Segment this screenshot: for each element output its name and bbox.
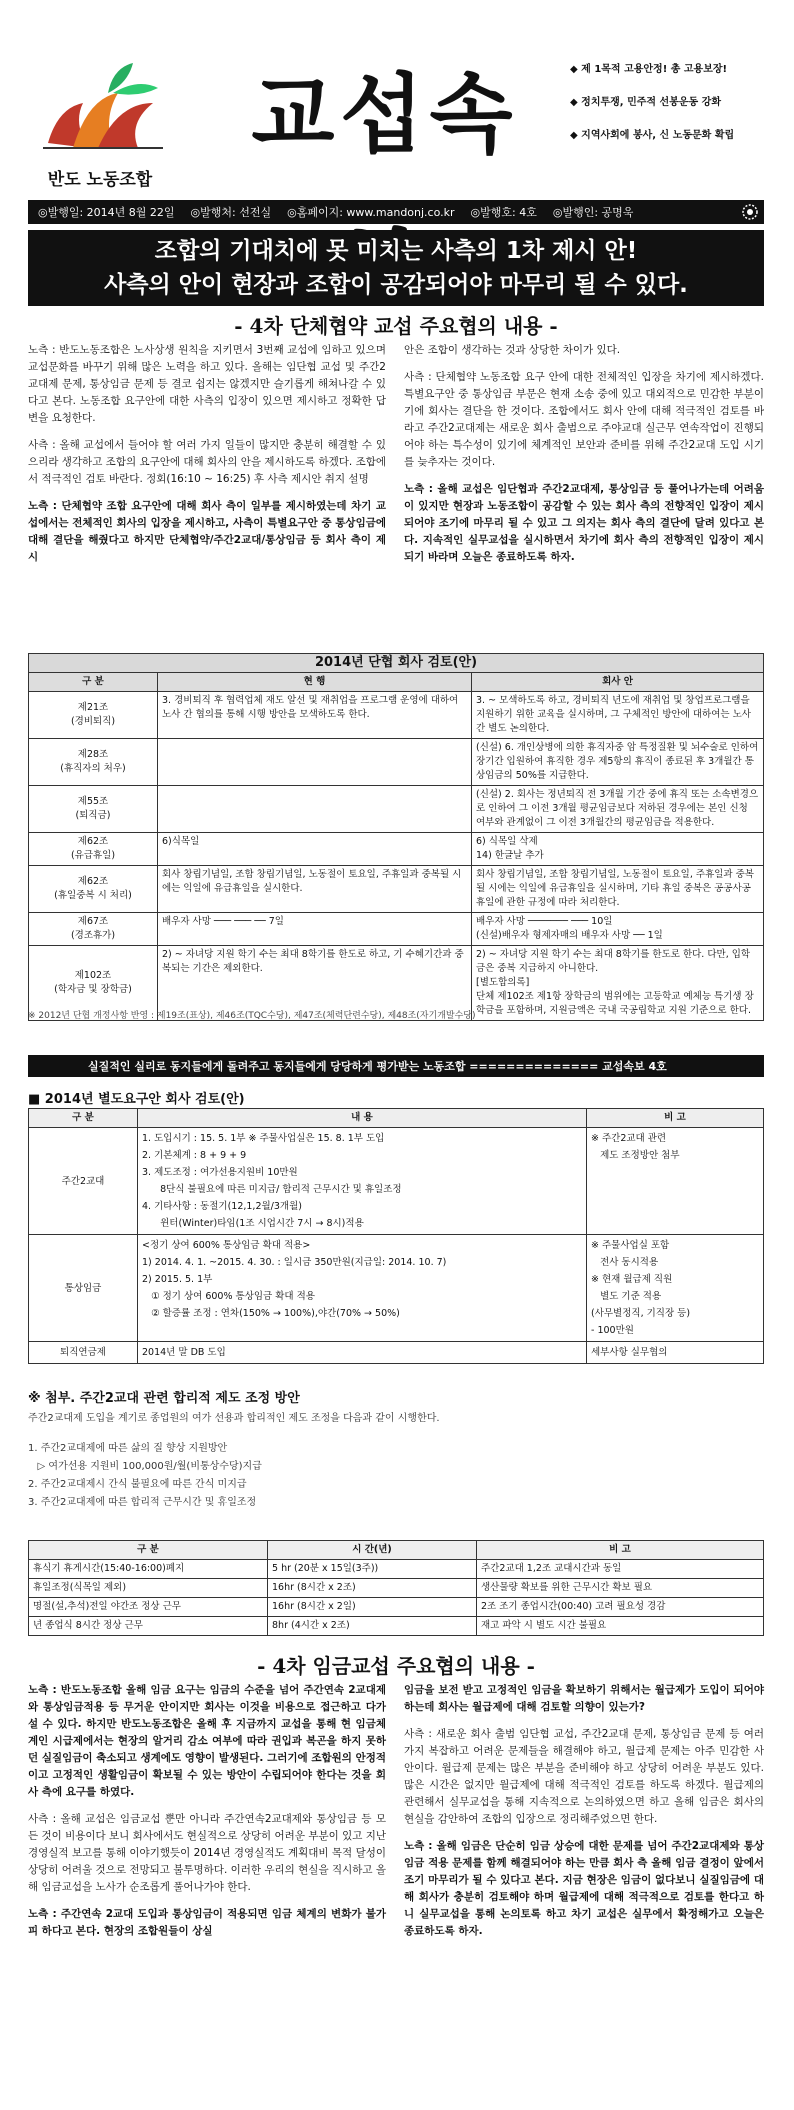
section1-right-column [404,342,764,576]
table-cell: 제102조 (학자금 및 장학금) [29,946,158,1021]
table-row [29,1598,764,1617]
table-cell: (신설) 6. 개인상병에 의한 휴직자중 암 특정질환 및 뇌수술로 인하여 장기간 입원하여 휴직한 경우 제5항의 휴직이 종료된 후 3개월간 통상임금의 50%를 지급한다. [472,739,764,786]
section1-title: - 4차 단체협약 교섭 주요협의 내용 - [234,314,558,338]
section3-intro: 주간2교대제 도입을 계기로 종업원의 여가 선용과 합리적인 제도 조정을 다음과 같이 시행한다. [28,1413,440,1424]
issue-number: ◎발행호: 4호 [470,206,537,219]
table-header: 내 용 [138,1109,587,1128]
issuer: ◎발행인: 공명욱 [552,206,634,219]
table-header: 비 고 [477,1541,764,1560]
headline-line-2: 사측의 안이 현장과 조합이 공감되어야 마무리 될 수 있다. [104,272,688,298]
table-cell: 2조 조기 종업시간(00:40) 고려 필요성 경감 [477,1598,764,1617]
table-cell: ※ 주간2교대 관련 제도 조정방안 첨부 [587,1128,764,1235]
table-row [29,1128,764,1235]
table-cell: 제21조 (경비퇴직) [29,692,158,739]
list-item: 2. 주간2교대제시 간식 불필요에 따른 간식 미지급 [28,1479,247,1490]
table-cell [158,739,472,786]
collective-agreement-table [28,653,764,1021]
table-cell: 휴일조정(식목일 제외) [29,1579,268,1598]
table-cell: 제67조 (경조휴가) [29,913,158,946]
table-cell: <정기 상여 600% 통상임금 확대 적용> 1) 2014. 4. 1. ~2015. 4. 30. : 일시금 350만원(지급일: 2014. 10. 7) 2) 2015. 5. 1부 ① 정기 상여 600% 통상임금 확대 적용 ② 할증률 조정 : 연차(150% → 100%),야간(70% → 50%) [138,1235,587,1342]
table-row [29,833,764,866]
paragraph: 사측 : 새로운 회사 출범 임단협 교섭, 주간2교대 문제, 통상임금 문제 등 여러 가지 복잡하고 어려운 문제들을 해결해야 하고, 월급제 문제는 아주 민감한 사안이다. 월급제 문제는 많은 부분을 준비해야 하고 상당히 어려운 부분도 있다. 많은 시간은 없지만 월급제에 대해 적극적인 검토를 하도록 하겠다. 월급제의 관련해서 실무교섭을 통해 지속적으로 논의하였으면 하고 올해 임금은 회사의 현실을 감안하여 조합의 입장으로 정리해주었으면 한다. [404,1728,764,1825]
table-row [29,739,764,786]
paragraph: 사측 : 올해 교섭은 임금교섭 뿐만 아니라 주간연속2교대제와 통상임금 등 모든 것이 비용이다 보니 회사에서도 현실적으로 상당히 어려운 부분이 있고 지난 경영실적 보고를 통해 이야기했듯이 2014년 경영실적도 계획대비 목적 달성이 상당히 어려울 것으로 전망되고 불투명하다. 이러한 우리의 현실을 직시하고 올해 임금교섭을 노사가 순조롭게 풀어나가야 한다. [28,1813,386,1893]
table-cell: 배우자 사망 ─────── ─── 10일 (신설)배우자 형제자매의 배우자 사망 ── 1일 [472,913,764,946]
table-row [29,913,764,946]
table-cell: 16hr (8시간 x 2조) [268,1579,477,1598]
table-row [29,786,764,833]
working-hours-table [28,1540,764,1636]
section4-right-column [404,1682,764,1950]
table-cell: 1. 도입시기 : 15. 5. 1부 ※ 주물사업실은 15. 8. 1부 도입 2. 기본체계 : 8 + 9 + 9 3. 제도조정 : 여가선용지원비 10만원 8단식 불필요에 따른 미지급/ 합리적 근무시간 및 휴일조정 4. 기타사항 : 동절기(12,1,2월/3개월) 윈터(Winter)타임(1조 시업시간 7시 → 8시)적용 [138,1128,587,1235]
table-cell: 회사 창립기념일, 조합 창립기념일, 노동절이 토요일, 주휴일과 중복될 시에는 익일에 유급휴일을 실시한다. [158,866,472,913]
paragraph: 사측 : 올해 교섭에서 들어야 할 여러 가지 일들이 많지만 충분히 해결할 수 있으리라 생각하고 조합의 요구안에 대해 회사의 안을 제시하도록 하겠다. 조합에서 적극적인 검토 바란다. 정회(16:10 ~ 16:25) 후 사측 제시안 취지 설명 [28,439,386,485]
table-cell: 3. 경비퇴직 후 협력업체 재도 알선 및 재취업을 프로그램 운영에 대하여 노사 간 협의를 통해 시행 방안을 모색하도록 한다. [158,692,472,739]
issue-date: ◎발행일: 2014년 8월 22일 [38,206,175,219]
table-cell: 세부사항 실무협의 [587,1342,764,1364]
table-cell: 제62조 (유급휴일) [29,833,158,866]
section3-body [28,1410,764,1512]
paragraph: 안은 조합이 생각하는 것과 상당한 차이가 있다. [404,344,621,356]
section4-left-column [28,1682,386,1950]
slogan-3: ◆ 지역사회에 봉사, 신 노동문화 확립 [570,130,735,141]
paragraph: 사측 : 단체협약 노동조합 요구 안에 대한 전체적인 입장을 차기에 제시하겠다. 특별요구안 중 통상임금 부문은 현재 소송 중에 있고 대외적으로 민감한 부분이기에 회사는 결단을 한 것이다. 조합에서도 회사 안에 대해 적극적인 검토를 바라고 주간2교대제는 새로운 회사 출범으로 주야교대 실근무 연속작업이 진행되어야 하는 특수성이 있기에 체계적인 보안과 준비를 위해 주간2교대 도입 시기를 늦추자는 것이다. [404,371,764,468]
table-header: 구 분 [29,673,158,692]
table-row [29,1579,764,1598]
table-cell: 휴식기 휴게시간(15:40-16:00)폐지 [29,1560,268,1579]
table-header: 구 분 [29,1541,268,1560]
section2-title: ■ 2014년 별도요구안 회사 검토(안) [28,1092,245,1107]
slogan-1: ◆ 제 1목적 고용안정! 총 고용보장! [570,64,728,75]
paragraph: 노측 : 올해 교섭은 임단협과 주간2교대제, 통상임금 등 풀어나가는데 어려움이 있지만 현장과 노동조합이 공감할 수 있는 회사 측의 전향적인 입장이 제시되어야 조기에 마무리 될 수 있고 그 의지는 회사 측의 결단에 달려 있다고 본다. 지속적인 실무교섭을 실시하면서 차기에 회사 측의 전향적인 입장이 제시되기 바라며 오늘은 종료하도록 하자. [404,483,764,563]
table-header: 시 간(년) [268,1541,477,1560]
table-row [29,1342,764,1364]
section-banner: 실질적인 실리로 동지들에게 돌려주고 동지들에게 당당하게 평가받는 노동조합 ============== 교섭속보 4호 [28,1055,764,1077]
list-item: ▷ 여가선용 지원비 100,000원/월(비통상수당)지급 [28,1461,262,1472]
table-row [29,1560,764,1579]
table-cell: 배우자 사망 ─── ─── ── 7일 [158,913,472,946]
table-cell: 제62조 (휴일중복 시 처리) [29,866,158,913]
table-cell: 생산물량 확보를 위한 근무시간 확보 필요 [477,1579,764,1598]
seal-icon [742,204,758,220]
table-cell: 16hr (8시간 x 2일) [268,1598,477,1617]
table-cell: 회사 창립기념일, 조합 창립기념일, 노동절이 토요일, 주휴일과 중복될 시에는 익일에 유급휴일을 실시하며, 기타 휴일 중복은 공공사공휴일에 관한 규정에 따라 처리한다. [472,866,764,913]
publication-info-bar [28,200,764,224]
separate-demand-table [28,1108,764,1364]
table-cell: 주간2교대 1,2조 교대시간과 동일 [477,1560,764,1579]
table-cell: 통상임금 [29,1235,138,1342]
paragraph: 임금을 보전 받고 고정적인 임금을 확보하기 위해서는 월급제가 도입이 되어야 하는데 회사는 월급제에 대해 검토할 의향이 있는가? [404,1684,764,1713]
table-cell [158,786,472,833]
table-cell: 2) ~ 자녀당 지원 학기 수는 최대 8학기를 한도로 한다. 다만, 입학금은 중복 지급하지 아니한다. [별도합의록] 단체 제102조 제1항 장학금의 범위에는 고등학교 예체능 특기생 장학금을 포함하며, 지원금액은 국내 국공립학교 지원 기준으로 한다. [472,946,764,1021]
table-cell: 5 hr (20분 x 15일(3주)) [268,1560,477,1579]
table-cell: 2) ~ 자녀당 지원 학기 수는 최대 8학기를 한도로 하고, 기 수혜기간과 중복되는 기간은 제외한다. [158,946,472,1021]
table-cell: 퇴직연금제 [29,1342,138,1364]
headline-banner [28,230,764,306]
section1-left-column [28,342,386,576]
table-cell: 6) 식목일 삭제 14) 한글날 추가 [472,833,764,866]
table-cell: 3. ~ 모색하도록 하고, 경비퇴직 년도에 재취업 및 창업프로그램을 지원하기 위한 교육을 실시하며, 그 구체적인 방안에 대하여는 노사간 별도 논의한다. [472,692,764,739]
org-name: 반도 노동조합 [47,170,153,190]
slogan-list [570,60,780,159]
table-caption: 2014년 단협 회사 검토(안) [29,654,764,673]
table-cell: 6)식목일 [158,833,472,866]
paragraph: 노측 : 주간연속 2교대 도입과 통상임금이 적용되면 임금 체계의 변화가 불가피 하다고 본다. 현장의 조합원들이 상실 [28,1908,386,1937]
list-item: 1. 주간2교대제에 따른 삶의 질 향상 지원방안 [28,1443,228,1454]
table-cell: 재고 파악 시 별도 시간 불필요 [477,1617,764,1636]
table-row [29,866,764,913]
table-header: 구 분 [29,1109,138,1128]
paragraph: 노측 : 단체협약 조합 요구안에 대해 회사 측이 일부를 제시하였는데 차기 교섭에서는 전체적인 회사의 입장을 제시하고, 사측이 특별요구안 중 통상임금에 대해 결단을 해줬다고 하지만 단체협약/주간2교대/통상임금 등 회사 측이 제시 [28,500,386,563]
table-cell: 2014년 말 DB 도입 [138,1342,587,1364]
table-cell: 제55조 (퇴직금) [29,786,158,833]
publisher: ◎발행처: 선전실 [190,206,272,219]
table-cell: 주간2교대 [29,1128,138,1235]
section4-title: - 4차 임금교섭 주요협의 내용 - [257,1654,535,1678]
table-cell: 8hr (4시간 x 2조) [268,1617,477,1636]
table-row [29,1235,764,1342]
headline-line-1: 조합의 기대치에 못 미치는 사측의 1차 제시 안! [154,238,638,264]
table-header: 현 행 [158,673,472,692]
table-note: ※ 2012년 단협 개정사항 반영 : 제19조(표상), 제46조(TQC수당), 제47조(체력단련수당), 제48조(자기개발수당) [28,1011,476,1021]
paragraph: 노측 : 반도노동조합 올해 임금 요구는 임금의 수준을 넘어 주간연속 2교대제와 통상임금적용 등 무거운 안이지만 회사는 이것을 비용으로 접근하고 다가 설 수 있다. 하지만 반도노동조합은 올해 후 지금까지 교섭을 통해 현 임금체계인 시급제에서는 현장의 알거리 감소 여부에 따라 권입과 복곤을 하지 못하던 실질임금이 축소되고 생계에도 영향이 발생된다. 그러기에 조합원의 안정적이고 고정적인 생활임금이 확보될 수 있는 방안이 수립되어야 한다는 것을 회사 측에 요구를 하였다. [28,1684,386,1798]
table-cell: (신설) 2. 회사는 정년퇴직 전 3개월 기간 중에 휴직 또는 소속변경으로 인하여 그 이전 3개월 평균임금보다 저하된 경우에는 본인 신청 여부와 관계없이 그 이전 3개월간의 평균임금을 적용한다. [472,786,764,833]
homepage: ◎홈페이지: www.mandonj.co.kr [287,206,455,219]
table-header: 회사 안 [472,673,764,692]
table-cell: 명절(설,추석)전일 야간조 정상 근무 [29,1598,268,1617]
list-item: 3. 주간2교대제에 따른 합리적 근무시간 및 휴일조정 [28,1497,257,1508]
table-cell: 제28조 (휴직자의 처우) [29,739,158,786]
paragraph: 노측 : 반도노동조합은 노사상생 원칙을 지키면서 3번째 교섭에 임하고 있으며 교섭문화를 바꾸기 위해 많은 노력을 하고 있다. 올해는 임단협 교섭 및 주간2교대제 문제, 통상임금 문제 등 결코 쉽지는 않겠지만 슬기롭게 해쳐나갈 수 있다고 본다. 노동조합 요구안에 대한 사측의 입장이 있으면 제시하고 정확한 답변을 요청한다. [28,344,386,424]
slogan-2: ◆ 정치투쟁, 민주적 선봉운동 강화 [570,97,721,108]
table-header: 비 고 [587,1109,764,1128]
masthead-title: 교섭속 [251,65,519,165]
table-cell: 년 종업식 8시간 정상 근무 [29,1617,268,1636]
section3-title: ※ 첨부. 주간2교대 관련 합리적 제도 조정 방안 [28,1391,300,1406]
paragraph: 노측 : 올해 임금은 단순히 임금 상승에 대한 문제를 넘어 주간2교대제와 통상임금 적용 문제를 함께 해결되어야 하는 만큼 회사 측 올해 임금 결정이 앞에서 조기 마무리가 될 수 있다고 본다. 지금 현장은 임금이 없다보니 실질임금에 대해 회사가 충분히 검토해야 하며 월급제에 대해 적극적으로 검토를 한다고 하니 실무교섭을 통해 논의토록 하고 차기 교섭은 실무에서 확정해가고 오늘은 종료하도록 하자. [404,1840,764,1937]
table-row [29,692,764,739]
table-cell: ※ 주물사업실 포함 전사 동시적용 ※ 현재 월급제 직원 별도 기준 적용 (사무별정직, 기직장 등) - 100만원 [587,1235,764,1342]
table-row [29,1617,764,1636]
